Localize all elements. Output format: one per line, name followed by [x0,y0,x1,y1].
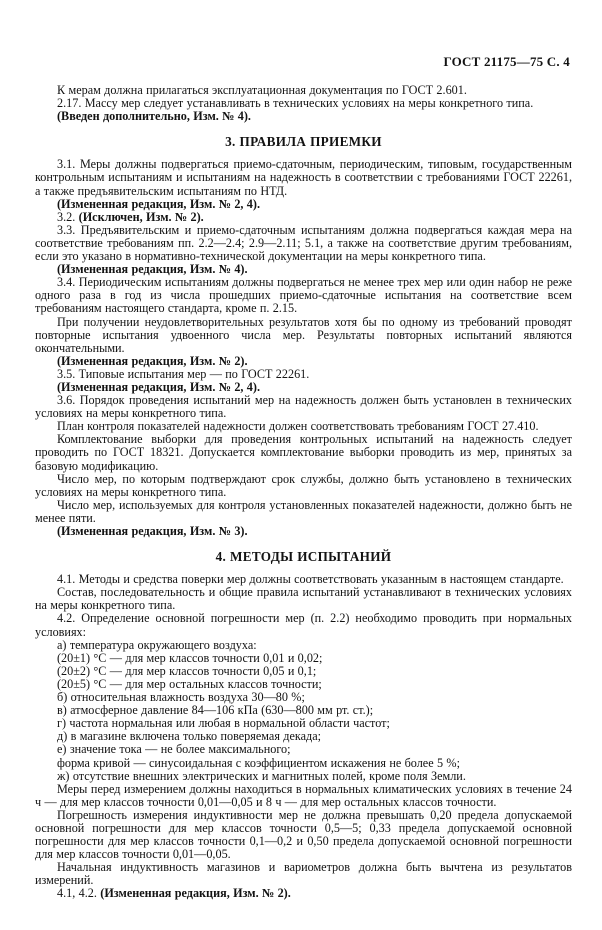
paragraph: (Измененная редакция, Изм. № 3). [57,524,248,538]
paragraph-lead: 4.1, 4.2. [57,886,101,901]
paragraph: (Измененная редакция, Изм. № 4). [57,262,248,277]
paragraph: ж) отсутствие внешних электрических и магнитных полей, кроме поля Земли. [57,768,466,783]
paragraph: К мерам должна прилагаться эксплуатационная документация по ГОСТ 2.601. [57,83,467,97]
section-heading: 4. МЕТОДЫ ИСПЫТАНИЙ [215,549,392,565]
paragraph: (20±5) °С — для мер остальных классов точности; [57,676,322,691]
paragraph: (Измененная редакция, Изм. № 2, 4). [57,196,261,211]
document-body [35,84,572,901]
paragraph: План контроля показателей надежности должен соответствовать требованиям ГОСТ 27.410. [57,419,539,434]
paragraph: Комплектование выборки для проведения контрольных испытаний на надежность следует проводить по ГОСТ 18321. Допускается комплектование выборки проводить из мер, принятых за базовую модификацию. [35,432,572,473]
paragraph: Число мер, по которым подтверждают срок службы, должно быть установлено в технических условиях на меры конкретного типа. [35,471,572,499]
paragraph: 3.3. Предъявительским и приемо-сдаточным испытаниям должна подвергаться каждая мера на соответствие требованиям пп. 2.2—2.4; 2.9—2.11; 5.1, а также на соответствие другим требованиям, если это указано в нормативно-технической документации на меры конкретного типа. [35,222,572,264]
paragraph: Меры перед измерением должны находиться в нормальных климатических условиях в течение 24 ч — для мер классов точности 0,01—0,05 и 8 ч — для мер остальных классов точности. [35,781,572,809]
paragraph: 3.4. Периодическим испытаниям должны подвергаться не менее трех мер или один набор не реже одного раза в год из числа прошедших приемо-сдаточные испытания на соответствие всем требованиям настоящего стандарта, кроме п. 2.15. [35,275,572,316]
paragraph: (Измененная редакция, Изм. № 2, 4). [57,379,261,394]
paragraph: б) относительная влажность воздуха 30—80 %; [57,690,305,705]
paragraph: (20±2) °С — для мер классов точности 0,05 и 0,1; [57,663,317,678]
paragraph: 4.1. Методы и средства поверки мер должны соответствовать указанным в настоящем стандарте. [57,572,564,587]
page-header: ГОСТ 21175—75 С. 4 [443,54,570,69]
paragraph: Погрешность измерения индуктивности мер не должна превышать 0,20 предела допускаемой основной погрешности для мер классов точности 0,5—5; 0,33 предела допускаемой основной погрешности для мер классов точности 0,1—0,2 и 0,50 предела допускаемой основной погрешности для мер классов точности 0,01—0,05. [35,807,572,862]
paragraph: форма кривой — синусоидальная с коэффициентом искажения не более 5 %; [57,755,460,770]
paragraph: 4.2. Определение основной погрешности мер (п. 2.2) необходимо проводить при нормальных условиях: [35,611,572,639]
paragraph: (20±1) °С — для мер классов точности 0,01 и 0,02; [57,650,323,665]
paragraph: Состав, последовательность и общие правила испытаний устанавливают в технических условиях на меры конкретного типа. [35,585,572,613]
paragraph: а) температура окружающего воздуха: [57,637,257,652]
paragraph: е) значение тока — не более максимального; [57,742,291,757]
paragraph: 3.6. Порядок проведения испытаний мер на надежность должен быть установлен в технических условиях на меры конкретного типа. [35,393,572,421]
paragraph [35,887,572,900]
amendment-note: (Измененная редакция, Изм. № 2). [100,886,291,901]
paragraph [35,211,572,224]
paragraph: Число мер, используемых для контроля установленных показателей надежности, должно быть не менее пяти. [35,497,572,525]
section-heading: 3. ПРАВИЛА ПРИЕМКИ [225,134,382,150]
paragraph-lead: 3.2. [57,209,79,224]
paragraph: При получении неудовлетворительных результатов хотя бы по одному из требований проводят повторные испытания удвоенного числа мер. Результаты повторных испытаний являются окончательными. [35,314,572,355]
paragraph: 3.1. Меры должны подвергаться приемо-сдаточным, периодическим, типовым, государственным контрольным испытаниям и испытаниям на надежность в соответствии с требованиями ГОСТ 22261, а также предъявительским испытаниям по НТД. [35,157,572,198]
paragraph: (Измененная редакция, Изм. № 2). [57,353,248,368]
paragraph: в) атмосферное давление 84—106 кПа (630—800 мм рт. ст.); [57,703,374,718]
paragraph: Начальная индуктивность магазинов и вариометров должна быть вычтена из результатов измерений. [35,860,572,888]
paragraph: 2.17. Массу мер следует устанавливать в технических условиях на меры конкретного типа. [57,96,534,111]
paragraph: д) в магазине включена только поверяемая декада; [57,729,322,744]
paragraph: (Введен дополнительно, Изм. № 4). [57,109,251,124]
paragraph: 3.5. Типовые испытания мер — по ГОСТ 22261. [57,366,310,381]
amendment-note: (Исключен, Изм. № 2). [78,209,204,224]
paragraph: г) частота нормальная или любая в нормальной области частот; [57,716,390,731]
